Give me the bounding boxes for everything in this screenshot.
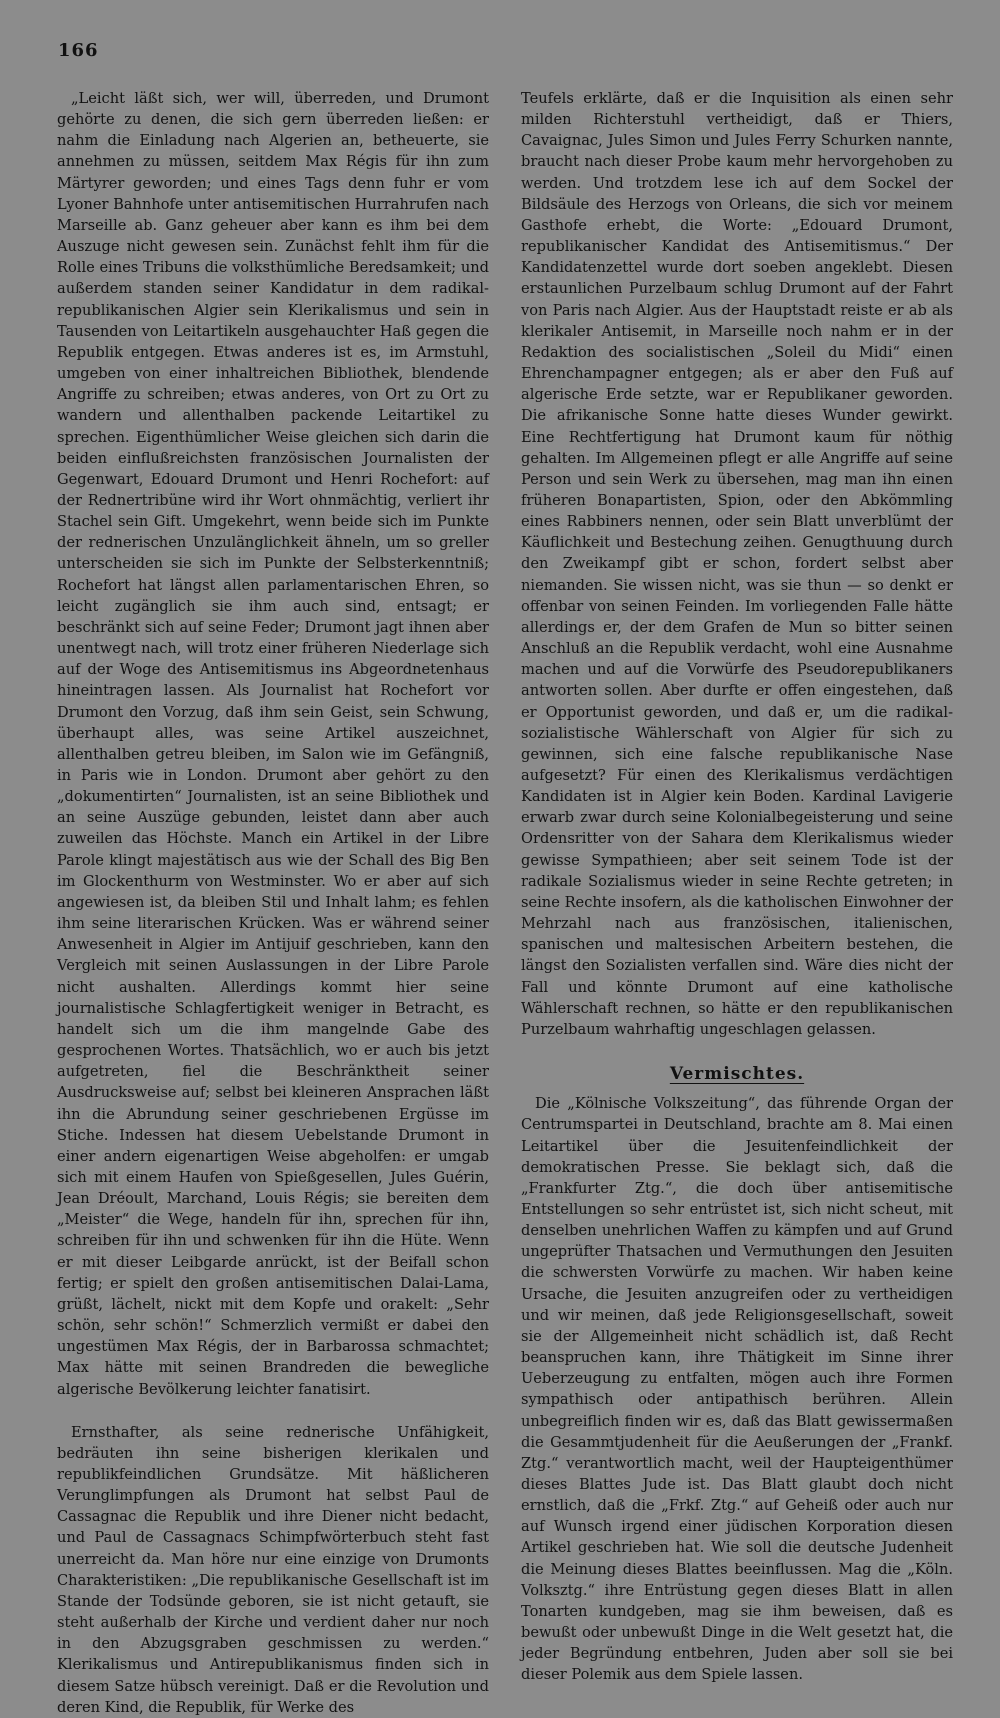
page-number: 166 bbox=[58, 40, 99, 61]
article-paragraph: Ernsthafter, als seine rednerische Unfähigkeit, bedräuten ihn seine bisherigen klerikalen und republikfeindlichen Grundsätze. Mit häßlicheren Verunglimpfungen als Drumont hat selbst Paul de Cassagnac die Republik und ihre Diener nicht bedacht, und Paul de Cassagnacs Schimpfwörterbuch steht fast unerreicht da. Man höre nur eine einzige von Drumonts Charakteristiken: „Die republikanische Gesellschaft ist im Stande der Todsünde geboren, sie ist nicht getauft, sie steht außerhalb der Kirche und verdient daher nur noch in den Abzugsgraben geschmissen zu werden.“ Klerikalismus und Antirepublikanismus finden sich in diesem Satze hübsch vereinigt. Daß er die Revolution und deren Kind, die Republik, für Werke des bbox=[57, 1423, 489, 1716]
section-heading: Vermischtes. bbox=[669, 1064, 805, 1085]
article-continuation: Teufels erklärte, daß er die Inquisition als einen sehr milden Richterstuhl vertheidigt, daß er Thiers, Cavaignac, Jules Simon und Jules Ferry Schurken nannte, braucht nach dieser Probe kaum mehr hervorgehoben zu werden. Und trotzdem lese ich auf dem Sockel der Bildsäule des Herzogs von Orleans, die sich vor meinem Gasthofe erhebt, die Worte: „Edouard Drumont, republikanischer Kandidat des Antisemitismus.“ Der Kandidatenzettel wurde dort soeben angeklebt. Diesen erstaunlichen Purzelbaum schlug Drumont auf der Fahrt von Paris nach Algier. Aus der Hauptstadt reiste er ab als klerikaler Antisemit, in Marseille noch nahm er in der Redaktion des socialistischen „Soleil du Midi“ einen Ehrenchampagner entgegen; als er aber den Fuß auf algerische Erde setzte, war er Republikaner geworden. Die afrikanische Sonne hatte dieses Wunder gewirkt. Eine Rechtfertigung hat Drumont kaum für nöthig gehalten. Im Allgemeinen pflegt er alle Angriffe auf seine Person und sein Werk zu übersehen, mag man ihn einen früheren Bonapartisten, Spion, oder den Abkömmling eines Rabbiners nennen, oder sein Blatt unverblümt der Käuflichkeit und Bestechung zeihen. Genugthuung durch den Zweikampf gibt er schon, fordert selbst aber niemanden. Sie wissen nicht, was sie thun — so denkt er offenbar von seinen Feinden. Im vorliegenden Falle hätte allerdings er, der dem Grafen de Mun so bitter seinen Anschluß an die Republik verdacht, wohl eine Ausnahme machen und auf die Vorwürfe des Pseudorepublikaners antworten sollen. Aber durfte er offen eingestehen, daß er Opportunist geworden, und daß er, um die radikal-sozialistische Wählerschaft von Algier für sich zu gewinnen, sich eine falsche republikanische Nase aufgesetzt? Für einen des Klerikalismus verdächtigen Kandidaten ist in Algier kein Boden. Kardinal Lavigerie erwarb zwar durch seine Kolonialbegeisterung und seine Ordensritter von der Sahara dem Klerikalismus wieder gewisse Sympathieen; aber seit seinem Tode ist der radikale Sozialismus wieder in seine Rechte getreten; in seine Rechte insofern, als die katholischen Einwohner der Mehrzahl nach aus französischen, italienischen, spanischen und maltesischen Arbeitern bestehen, die längst den Sozialisten verfallen sind. Wäre dies nicht der Fall und könnte Drumont auf eine katholische Wählerschaft rechnen, so hätte er den republikanischen Purzelbaum wahrhaftig ungeschlagen gelassen. bbox=[521, 90, 953, 1038]
left-column bbox=[57, 88, 489, 1718]
right-column bbox=[521, 88, 953, 1686]
section-paragraph: Die „Kölnische Volkszeitung“, das führende Organ der Centrumspartei in Deutschland, brachte am 8. Mai einen Leitartikel über die Jesuitenfeindlichkeit der demokratischen Presse. Sie beklagt sich, daß die „Frankfurter Ztg.“, die doch über antisemitische Entstellungen so sehr entrüstet ist, sich nicht scheut, mit denselben unehrlichen Waffen zu kämpfen und auf Grund ungeprüfter Thatsachen und Vermuthungen den Jesuiten die schwersten Vorwürfe zu machen. Wir haben keine Ursache, die Jesuiten anzugreifen oder zu vertheidigen und wir meinen, daß jede Religionsgesellschaft, soweit sie der Allgemeinheit nicht schädlich ist, daß Recht beanspruchen kann, ihre Thätigkeit im Sinne ihrer Ueberzeugung zu entfalten, mögen auch ihre Formen sympathisch oder antipathisch berühren. Allein unbegreiflich finden wir es, daß das Blatt gewissermaßen die Gesammtjudenheit für die Aeußerungen der „Frankf. Ztg.“ verantwortlich macht, weil der Haupteigenthümer dieses Blattes Jude ist. Das Blatt glaubt doch nicht ernstlich, daß die „Frkf. Ztg.“ auf Geheiß oder auch nur auf Wunsch irgend einer jüdischen Korporation diesen Artikel geschrieben hat. Wie soll die deutsche Judenheit die Meinung dieses Blattes beeinflussen. Mag die „Köln. Volksztg.“ ihre Entrüstung gegen dieses Blatt in allen Tonarten kundgeben, mag sie ihm beweisen, daß es bewußt oder unbewußt Dinge in die Welt gesetzt hat, die jeder Begründung entbehren, Juden aber soll sie bei dieser Polemik aus dem Spiele lassen. bbox=[521, 1095, 953, 1684]
article-paragraph: „Leicht läßt sich, wer will, überreden, und Drumont gehörte zu denen, die sich gern überreden ließen: er nahm die Einladung nach Algerien an, betheuerte, sie annehmen zu müssen, seitdem Max Régis für ihn zum Märtyrer geworden; und eines Tags denn fuhr er vom Lyoner Bahnhofe unter antisemitischen Hurrahrufen nach Marseille ab. Ganz geheuer aber kann es ihm bei dem Auszuge nicht gewesen sein. Zunächst fehlt ihm für die Rolle eines Tribuns die volksthümliche Beredsamkeit; und außerdem standen seiner Kandidatur in dem radikal-republikanischen Algier sein Klerikalismus und sein in Tausenden von Leitartikeln ausgehauchter Haß gegen die Republik entgegen. Etwas anderes ist es, im Armstuhl, umgeben von einer inhaltreichen Bibliothek, blendende Angriffe zu schreiben; etwas anderes, von Ort zu Ort zu wandern und allenthalben packende Leitartikel zu sprechen. Eigenthümlicher Weise gleichen sich darin die beiden einflußreichsten französischen Journalisten der Gegenwart, Edouard Drumont und Henri Rochefort: auf der Rednertribüne wird ihr Wort ohnmächtig, verliert ihr Stachel sein Gift. Umgekehrt, wenn beide sich im Punkte der rednerischen Unzulänglichkeit ähneln, um so greller unterscheiden sie sich im Punkte der Selbsterkenntniß; Rochefort hat längst allen parlamentarischen Ehren, so leicht zugänglich sie ihm auch sind, entsagt; er beschränkt sich auf seine Feder; Drumont jagt ihnen aber unentwegt nach, will trotz einer früheren Niederlage sich auf der Woge des Antisemitismus ins Abgeordnetenhaus hineintragen lassen. Als Journalist hat Rochefort vor Drumont den Vorzug, daß ihm sein Geist, sein Schwung, überhaupt alles, was seine Artikel auszeichnet, allenthalben getreu bleiben, im Salon wie im Gefängniß, in Paris wie in London. Drumont aber gehört zu den „dokumentirten“ Journalisten, ist an seine Bibliothek und an seine Auszüge gebunden, leistet dann aber auch zuweilen das Höchste. Manch ein Artikel in der Libre Parole klingt majestätisch aus wie der Schall des Big Ben im Glockenthurm von Westminster. Wo er aber auf sich angewiesen ist, da bleiben Stil und Inhalt lahm; es fehlen ihm seine literarischen Krücken. Was er während seiner Anwesenheit in Algier im Antijuif geschrieben, kann den Vergleich mit seinen Auslassungen in der Libre Parole nicht aushalten. Allerdings kommt hier seine journalistische Schlagfertigkeit weniger in Betracht, es handelt sich um die ihm mangelnde Gabe des gesprochenen Wortes. Thatsächlich, wo er auch bis jetzt aufgetreten, fiel die Beschränktheit seiner Ausdrucksweise auf; selbst bei kleineren Ansprachen läßt ihn die Abrundung seiner geschriebenen Ergüsse im Stiche. Indessen hat diesem Uebelstande Drumont in einer andern eigenartigen Weise abgeholfen: er umgab sich mit einem Haufen von Spießgesellen, Jules Guérin, Jean Dréoult, Marchand, Louis Régis; sie bereiten dem „Meister“ die Wege, handeln für ihn, sprechen für ihn, schreiben für ihn und schwenken für ihn die Hüte. Wenn er mit dieser Leibgarde anrückt, ist der Beifall schon fertig; er spielt den großen antisemitischen Dalai-Lama, grüßt, lächelt, nickt mit dem Kopfe und orakelt: „Sehr schön, sehr schön!“ Schmerzlich vermißt er dabei den ungestümen Max Régis, der in Barbarossa schmachtet; Max hätte mit seinen Brandreden die bewegliche algerische Bevölkerung leichter fanatisirt. bbox=[57, 90, 489, 1398]
